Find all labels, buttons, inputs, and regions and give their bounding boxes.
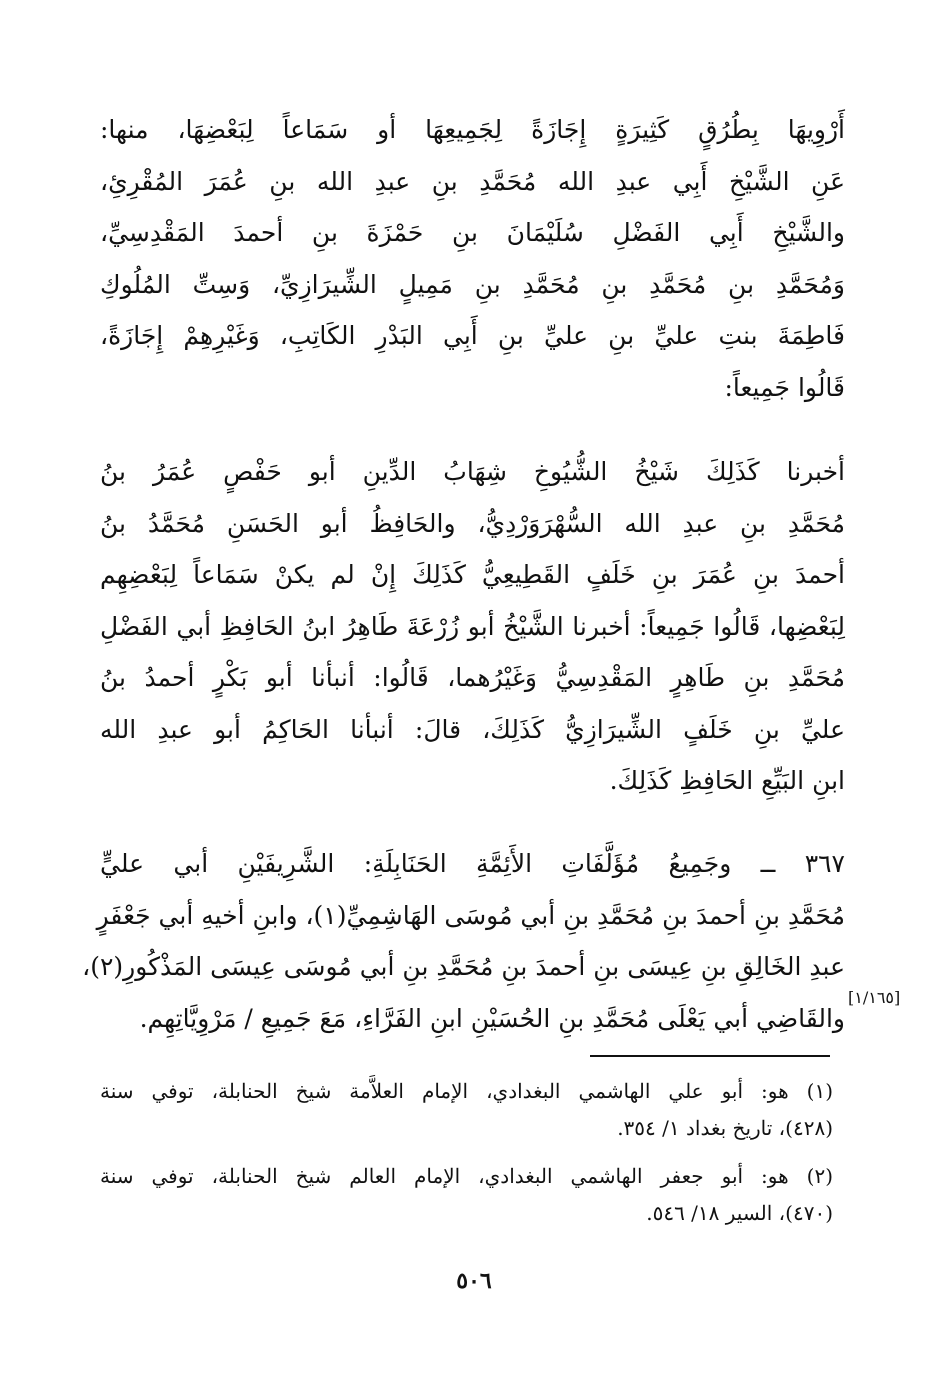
- footnote-2: [100, 1158, 833, 1232]
- text-line: مُحَمَّدِ بنِ أحمدَ بنِ مُحَمَّدِ بنِ أبي مُوسَى الهَاشِمِيِّ(١)، وابنِ أخيهِ أبي جَعْفَرٍ: [96, 900, 845, 930]
- text-line: أخبرنا كَذَلِكَ شَيْخُ الشُّيُوخِ شِهَابُ الدِّينِ أبو حَفْصٍ عُمَرُ بنُ: [100, 457, 845, 486]
- footnote-1: [100, 1073, 833, 1147]
- text-line: قَالُوا جَمِيعاً:: [724, 372, 845, 402]
- footnote-line: (١) هو: أبو علي الهاشمي البغدادي، الإمام العلاَّمة شيخ الحنابلة، توفي سنة: [100, 1079, 833, 1103]
- text-line: والشَّيْخِ أَبِي الفَضْلِ سُلَيْمَانَ بنِ حَمْزَةَ بنِ أحمدَ المَقْدِسِيِّ،: [100, 218, 845, 247]
- text-line: مُحَمَّدِ بنِ طَاهِرٍ المَقْدِسِيُّ وَغَيْرُهما، قَالُوا: أنبأنا أبو بَكْرٍ أحمدُ بنُ: [100, 663, 845, 692]
- footnote-entry: [100, 1158, 833, 1232]
- text-line: عَنِ الشَّيْخِ أَبِي عبدِ الله مُحَمَّدِ بنِ عبدِ الله بنِ عُمَرَ المُقْرِئِ،: [100, 166, 845, 196]
- text-line: وَمُحَمَّدِ بنِ مُحَمَّدِ بنِ مُحَمَّدِ بنِ مَمِيلٍ الشِّيرَازِيِّ، وَسِتِّ المُلُوكِ: [100, 269, 845, 299]
- text-line: أَرْوِيهَا بِطُرُقٍ كَثِيرَةٍ إِجَازَةً لِجَمِيعِهَا أو سَمَاعاً لِبَعْضِهَا، منها:: [100, 115, 845, 144]
- paragraph-chain: [100, 446, 845, 807]
- text-line: عليِّ بنِ خَلَفٍ الشِّيرَازِيُّ كَذَلِكَ، قالَ: أنبأنا الحَاكِمُ أبو عبدِ الله: [100, 714, 845, 744]
- text-line: مُحَمَّدِ بنِ عبدِ الله السُّهْرَوَرْدِيُّ، والحَافِظُ أبو الحَسَنِ مُحَمَّدُ بنُ: [100, 508, 845, 538]
- text-line: فَاطِمَةَ بنتِ عليِّ بنِ عليِّ بنِ أَبِي البَدْرِ الكَاتِبِ، وَغَيْرِهِمْ إِجَازَةً،: [100, 321, 845, 350]
- footnote-entry: [100, 1073, 833, 1147]
- text-line: أحمدَ بنِ عُمَرَ بنِ خَلَفٍ القَطِيعِيُّ كَذَلِكَ إِنْ لم يكنْ سَمَاعاً لِبَعْضِهِم: [100, 560, 845, 589]
- text-line: ابنِ البَيِّعِ الحَافِظِ كَذَلِكَ.: [609, 766, 845, 795]
- text-line: والقَاضِي أبي يَعْلَى مُحَمَّدِ بنِ الحُسَيْنِ ابنِ الفَرَّاءِ، مَعَ جَمِيعِ / مَرْوِيَّاتِهِم.: [139, 1003, 845, 1033]
- paragraph-intro: [100, 104, 845, 413]
- footnote-line: (٢) هو: أبو جعفر الهاشمي البغدادي، الإمام العالم شيخ الحنابلة، توفي سنة: [100, 1164, 833, 1188]
- footnote-line: (٤٧٠)، السير ١٨/ ٥٤٦.: [646, 1201, 833, 1225]
- page-number: ٥٠٦: [456, 1268, 492, 1294]
- footnote-line: (٤٢٨)، تاريخ بغداد ١/ ٣٥٤.: [617, 1116, 833, 1140]
- text-line: لِبَعْضِها، قَالُوا جَمِيعاً: أخبرنا الشَّيْخُ أبو زُرْعَةَ طَاهِرُ ابنُ الحَافِظِ أبي الفَضْلِ: [100, 611, 845, 641]
- margin-page-reference: [١/١٦٥]: [848, 988, 901, 1007]
- text-line: ٣٦٧ ــ وجَمِيعُ مُؤَلَّفَاتِ الأَئِمَّةِ الحَنَابِلَةِ: الشَّرِيفَيْنِ أبي عليٍّ: [100, 849, 845, 878]
- footnote-divider: [590, 1055, 830, 1057]
- text-line: عبدِ الخَالِقِ بنِ عِيسَى بنِ أحمدَ بنِ مُحَمَّدِ بنِ أبي مُوسَى عِيسَى المَذْكُورِ(٢)،: [82, 952, 845, 981]
- paragraph-item-367: [82, 838, 845, 1044]
